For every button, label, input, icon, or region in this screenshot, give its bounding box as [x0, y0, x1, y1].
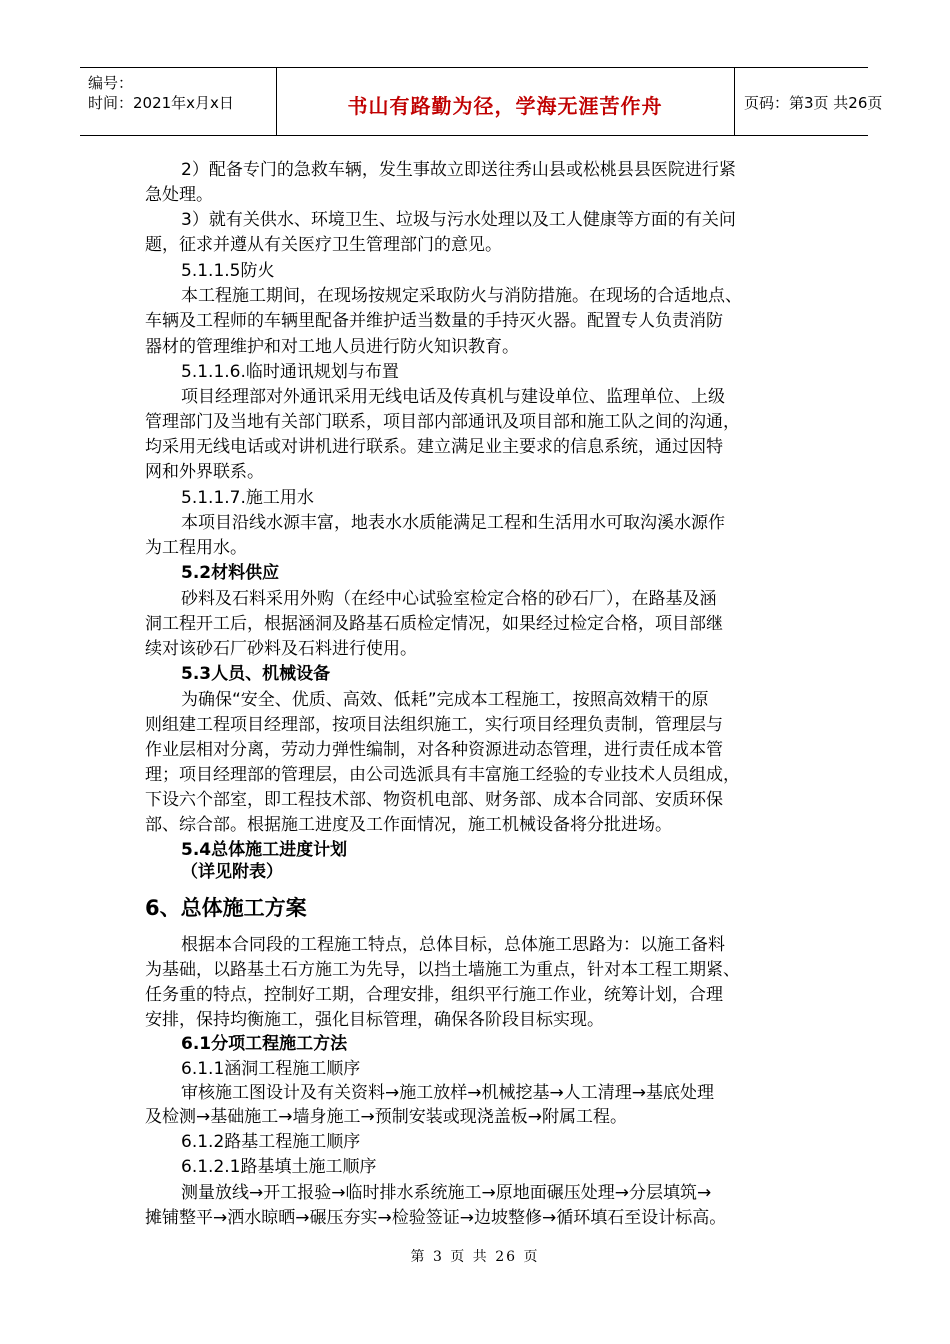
section-heading: 5.1.1.5防火 [181, 261, 275, 281]
header-page-info: 页码：第3页 共26页 [744, 94, 883, 112]
header-motto-cell [276, 68, 735, 135]
body-line: 根据本合同段的工程施工特点，总体目标，总体施工思路为：以施工备料 [181, 935, 725, 955]
header-left-cell [80, 68, 277, 135]
section-heading: 5.2材料供应 [181, 563, 280, 583]
section-heading: 6.1.2路基工程施工顺序 [181, 1132, 361, 1152]
body-line: 车辆及工程师的车辆里配备并维护适当数量的手持灭火器。配置专人负责消防 [145, 311, 723, 331]
body-line: 部、综合部。根据施工进度及工作面情况，施工机械设备将分批进场。 [145, 815, 672, 835]
section-heading: 6.1.1涵洞工程施工顺序 [181, 1059, 361, 1079]
body-line: 续对该砂石厂砂料及石料进行使用。 [145, 639, 417, 659]
chapter-heading: 6、总体施工方案 [145, 896, 307, 920]
time-label: 时间：2021年x月x日 [88, 94, 234, 112]
body-line: 为工程用水。 [145, 538, 247, 558]
body-line: 任务重的特点，控制好工期，合理安排，组织平行施工作业，统筹计划，合理 [145, 985, 723, 1005]
section-heading: 5.1.1.7.施工用水 [181, 488, 314, 508]
body-line: 3）就有关供水、环境卫生、垃圾与污水处理以及工人健康等方面的有关问 [181, 210, 736, 230]
body-line: 管理部门及当地有关部门联系，项目部内部通讯及项目部和施工队之间的沟通， [145, 412, 740, 432]
body-line: 器材的管理维护和对工地人员进行防火知识教育。 [145, 337, 519, 357]
section-heading: 6.1分项工程施工方法 [181, 1034, 348, 1054]
body-line: 本项目沿线水源丰富，地表水水质能满足工程和生活用水可取沟溪水源作 [181, 513, 725, 533]
section-heading: 5.1.1.6.临时通讯规划与布置 [181, 362, 399, 382]
page-header [80, 67, 883, 136]
body-line: 及检测→基础施工→墙身施工→预制安装或现浇盖板→附属工程。 [145, 1107, 627, 1127]
body-line: 本工程施工期间，在现场按规定采取防火与消防措施。在现场的合适地点、 [181, 286, 742, 306]
section-note: （详见附表） [181, 862, 283, 882]
number-label: 编号： [88, 74, 134, 92]
body-line: 网和外界联系。 [145, 462, 264, 482]
header-page-cell [734, 68, 883, 135]
body-line: 作业层相对分离，劳动力弹性编制，对各种资源进动态管理，进行责任成本管 [145, 740, 723, 760]
header-motto: 书山有路勤为径，学海无涯苦作舟 [347, 94, 663, 118]
body-line: 题，征求并遵从有关医疗卫生管理部门的意见。 [145, 235, 502, 255]
body-line: 为确保“安全、优质、高效、低耗”完成本工程施工，按照高效精干的原 [181, 690, 709, 710]
body-line: 为基础，以路基土石方施工为先导，以挡土墙施工为重点，针对本工程工期紧、 [145, 960, 740, 980]
body-line: 项目经理部对外通讯采用无线电话及传真机与建设单位、监理单位、上级 [181, 387, 725, 407]
body-line: 则组建工程项目经理部，按项目法组织施工，实行项目经理负责制，管理层与 [145, 715, 723, 735]
body-line: 理；项目经理部的管理层，由公司选派具有丰富施工经验的专业技术人员组成， [145, 765, 740, 785]
body-line: 测量放线→开工报验→临时排水系统施工→原地面碾压处理→分层填筑→ [181, 1183, 712, 1203]
section-heading: 6.1.2.1路基填土施工顺序 [181, 1157, 377, 1177]
section-heading: 5.3人员、机械设备 [181, 664, 331, 684]
body-line: 下设六个部室，即工程技术部、物资机电部、财务部、成本合同部、安质环保 [145, 790, 723, 810]
body-line: 急处理。 [145, 185, 213, 205]
section-heading: 5.4总体施工进度计划 [181, 840, 348, 860]
body-line: 审核施工图设计及有关资料→施工放样→机械挖基→人工清理→基底处理 [181, 1083, 714, 1103]
page-footer: 第 3 页 共 26 页 [410, 1249, 540, 1265]
body-line: 2）配备专门的急救车辆，发生事故立即送往秀山县或松桃县县医院进行紧 [181, 160, 736, 180]
body-line: 洞工程开工后，根据涵洞及路基石质检定情况，如果经过检定合格，项目部继 [145, 614, 723, 634]
body-line: 砂料及石料采用外购（在经中心试验室检定合格的砂石厂），在路基及涵 [181, 589, 717, 609]
body-line: 均采用无线电话或对讲机进行联系。建立满足业主要求的信息系统，通过因特 [145, 437, 723, 457]
body-line: 摊铺整平→洒水晾晒→碾压夯实→检验签证→边坡整修→循环填石至设计标高。 [145, 1208, 727, 1228]
body-line: 安排，保持均衡施工，强化目标管理，确保各阶段目标实现。 [145, 1010, 604, 1030]
